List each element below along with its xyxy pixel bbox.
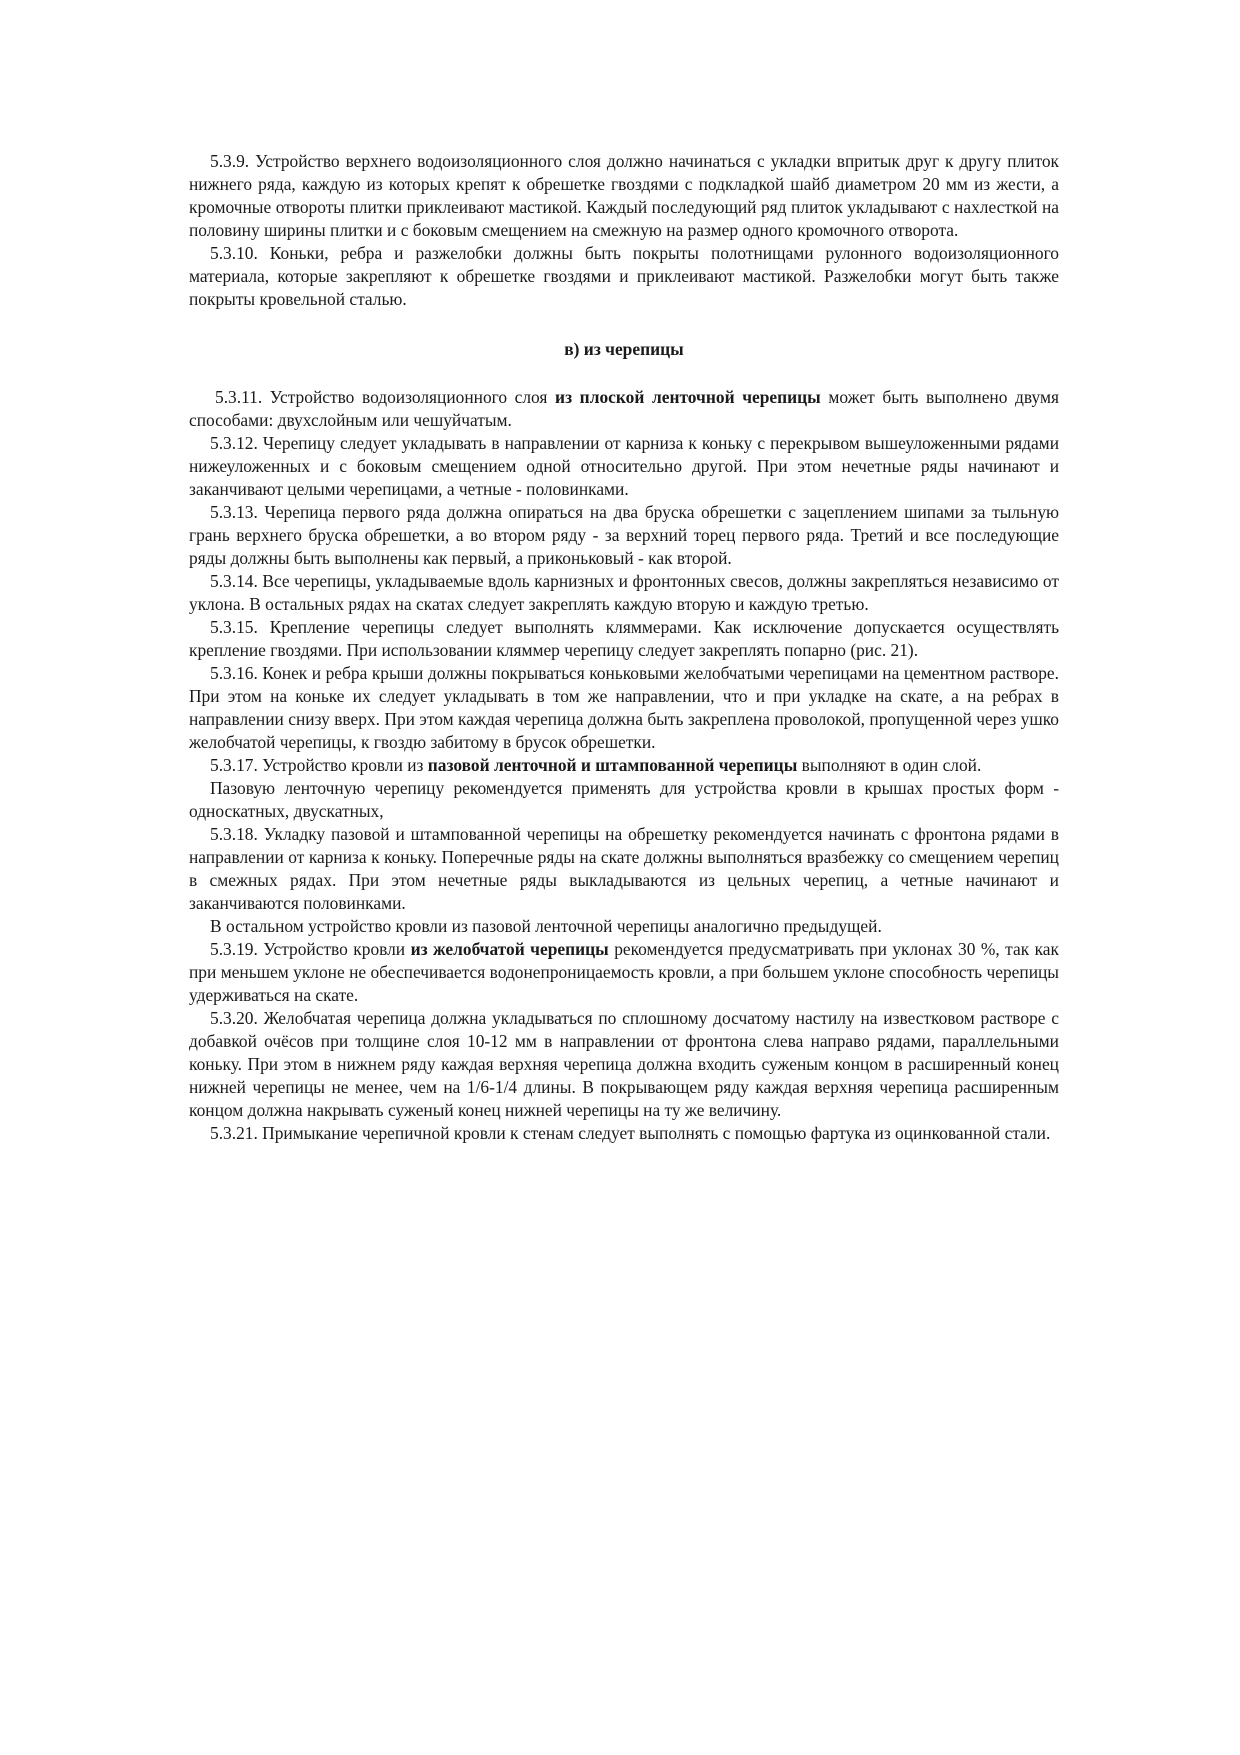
paragraph-5-3-16: 5.3.16. Конек и ребра крыши должны покрываться коньковыми желобчатыми черепицами на цементном растворе. При этом на коньке их следует укладывать в том же направлении, что и при укладке на скате, а на ребрах в направлении снизу вверх. При этом каждая черепица должна быть закреплена проволокой, пропущенной через ушко желобчатой черепицы, к гвоздю забитому в брусок обрешетки. bbox=[189, 663, 1059, 752]
paragraph-5-3-17: 5.3.17. Устройство кровли из пазовой ленточной и штампованной черепицы выполняют в один слой. bbox=[210, 755, 982, 775]
paragraph-remaining-note: В остальном устройство кровли из пазовой ленточной черепицы аналогично предыдущей. bbox=[210, 916, 882, 936]
paragraph-5-3-11: 5.3.11. Устройство водоизоляционного слоя из плоской ленточной черепицы может быть выполнено двумя способами: двухслойным или чешуйчатым. bbox=[189, 387, 1059, 430]
paragraph-5-3-21: 5.3.21. Примыкание черепичной кровли к стенам следует выполнять с помощью фартука из оцинкованной стали. bbox=[210, 1123, 1051, 1143]
paragraph-5-3-15: 5.3.15. Крепление черепицы следует выполнять кляммерами. Как исключение допускается осуществлять крепление гвоздями. При использовании кляммер черепицу следует закреплять попарно (рис. 21). bbox=[189, 617, 1059, 660]
paragraph-groove-tile-note: Пазовую ленточную черепицу рекомендуется применять для устройства кровли в крышах простых форм - односкатных, двускатных, bbox=[189, 778, 1059, 821]
paragraph-5-3-19: 5.3.19. Устройство кровли из желобчатой черепицы рекомендуется предусматривать при уклонах 30 %, так как при меньшем уклоне не обеспечивается водонепроницаемость кровли, а при большем уклоне способность черепицы удерживаться на скате. bbox=[189, 939, 1059, 1005]
paragraph-5-3-18: 5.3.18. Укладку пазовой и штампованной черепицы на обрешетку рекомендуется начинать с фронтона рядами в направлении от карниза к коньку. Поперечные ряды на скате должны выполняться вразбежку со смещением черепиц в смежных рядах. При этом нечетные ряды выкладываются из цельных черепиц, а четные начинают и заканчиваются половинками. bbox=[189, 824, 1059, 913]
section-heading: в) из черепицы bbox=[564, 339, 684, 359]
paragraph-5-3-14: 5.3.14. Все черепицы, укладываемые вдоль карнизных и фронтонных свесов, должны закрепляться независимо от уклона. В остальных рядах на скатах следует закреплять каждую вторую и каждую третью. bbox=[189, 571, 1059, 614]
paragraph-5-3-12: 5.3.12. Черепицу следует укладывать в направлении от карниза к коньку с перекрывом вышеуложенными рядами нижеуложенных и с боковым смещением одной относительно другой. При этом нечетные ряды начинают и заканчивают целыми черепицами, а четные - половинками. bbox=[189, 433, 1059, 499]
section-before-heading bbox=[189, 150, 1059, 311]
paragraph-5-3-9: 5.3.9. Устройство верхнего водоизоляционного слоя должно начинаться с укладки впритык друг к другу плиток нижнего ряда, каждую из которых крепят к обрешетке гвоздями с подкладкой шайб диаметром 20 мм из жести, а кромочные отвороты плитки приклеивают мастикой. Каждый последующий ряд плиток укладывают с нахлесткой на половину ширины плитки и с боковым смещением на смежную на размер одного кромочного отворота. bbox=[189, 151, 1059, 240]
document-page bbox=[189, 150, 1059, 1145]
paragraph-5-3-20: 5.3.20. Желобчатая черепица должна укладываться по сплошному досчатому настилу на известковом растворе с добавкой очёсов при толщине слоя 10-12 мм в направлении от фронтона слева направо рядами, параллельными коньку. При этом в нижнем ряду каждая верхняя черепица должна входить суженым концом в расширенный конец нижней черепицы не менее, чем на 1/6-1/4 длины. В покрывающем ряду каждая верхняя черепица расширенным концом должна накрывать суженый конец нижней черепицы на ту же величину. bbox=[189, 1008, 1059, 1120]
paragraph-5-3-10: 5.3.10. Коньки, ребра и разжелобки должны быть покрыты полотнищами рулонного водоизоляционного материала, которые закрепляют к обрешетке гвоздями и приклеивают мастикой. Разжелобки могут быть также покрыты кровельной сталью. bbox=[189, 243, 1059, 309]
section-after-heading bbox=[189, 386, 1059, 1145]
paragraph-5-3-13: 5.3.13. Черепица первого ряда должна опираться на два бруска обрешетки с зацеплением шипами за тыльную грань верхнего бруска обрешетки, а во втором ряду - за верхний торец первого ряда. Третий и все последующие ряды должны быть выполнены как первый, а приконьковый - как второй. bbox=[189, 502, 1059, 568]
